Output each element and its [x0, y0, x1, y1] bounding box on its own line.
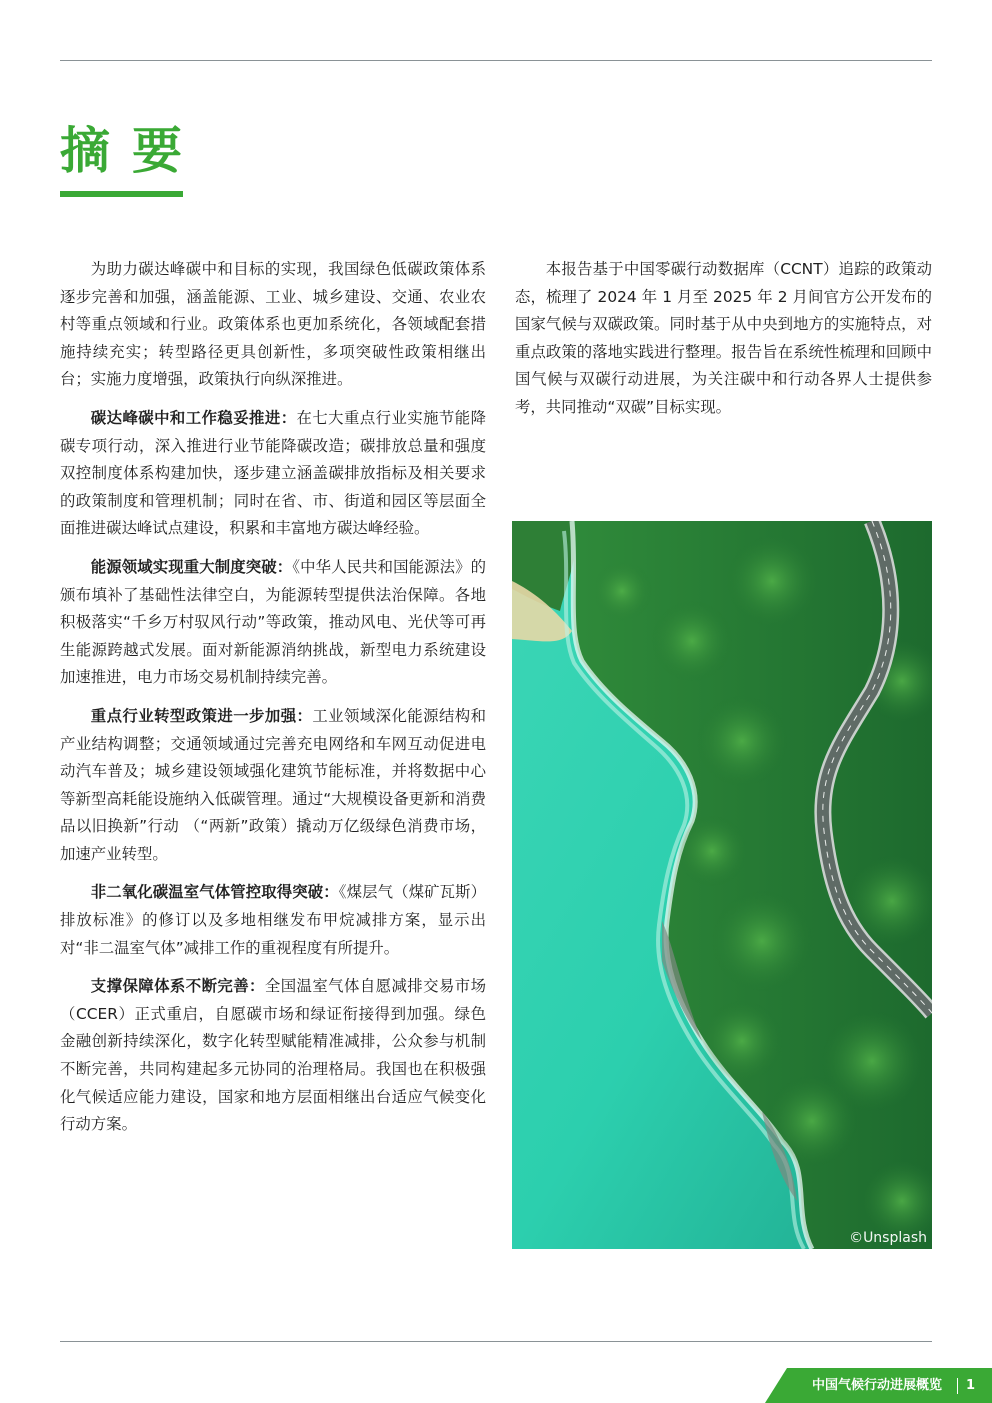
- paragraph: 支撑保障体系不断完善：全国温室气体自愿减排交易市场（CCER）正式重启，自愿碳市场和绿证衔接得到加强。绿色金融创新持续深化，数字化转型赋能精准减排，公众参与机制不断完善，共同构建起多元协同的治理格局。我国也在积极强化气候适应能力建设，国家和地方层面相继出台适应气候变化行动方案。: [60, 977, 486, 1134]
- footer-separator: [957, 1378, 958, 1394]
- coastline-road-photo: [512, 521, 932, 1249]
- right-column: [515, 256, 932, 433]
- paragraph: 重点行业转型政策进一步加强：工业领域深化能源结构和产业结构调整；交通领域通过完善充电网络和车网互动促进电动汽车普及；城乡建设领域强化建筑节能标准，并将数据中心等新型高耗能设施纳入低碳管理。通过“大规模设备更新和消费品以旧换新”行动 （“两新”政策）撬动万亿级绿色消费市场，加速产业转型。: [60, 706, 486, 863]
- paragraph: 能源领域实现重大制度突破：《中华人民共和国能源法》的颁布填补了基础性法律空白，为能源转型提供法治保障。各地积极落实“千乡万村驭风行动”等政策，推动风电、光伏等可再生能源跨越式发展。面对新能源消纳挑战，新型电力系统建设加速推进，电力市场交易机制持续完善。: [60, 557, 486, 687]
- footer-rule: [60, 1341, 932, 1342]
- page-title: 摘要: [60, 122, 204, 180]
- photo-credit: ©Unsplash: [849, 1230, 927, 1246]
- title-underline: [60, 191, 183, 197]
- footer-title: 中国气候行动进展概览: [812, 1378, 943, 1393]
- paragraph: 非二氧化碳温室气体管控取得突破：《煤层气（煤矿瓦斯）排放标准》的修订以及多地相继发布甲烷减排方案，显示出对“非二温室气体”减排工作的重视程度有所提升。: [60, 883, 486, 957]
- paragraph: 本报告基于中国零碳行动数据库（CCNT）追踪的政策动态，梳理了 2024 年 1 月至 2025 年 2 月间官方公开发布的国家气候与双碳政策。同时基于从中央到地方的实施特点，对重点政策的落地实践进行整理。报告旨在系统性梳理和回顾中国气候与双碳行动进展，为关注碳中和行动各界人士提供参考，共同推动“双碳”目标实现。: [515, 260, 932, 416]
- paragraph: 为助力碳达峰碳中和目标的实现，我国绿色低碳政策体系逐步完善和加强，涵盖能源、工业、城乡建设、交通、农业农村等重点领域和行业。政策体系也更加系统化，各领域配套措施持续充实；转型路径更具创新性，多项突破性政策相继出台；实施力度增强，政策执行向纵深推进。: [60, 260, 486, 389]
- page-number: 1: [966, 1378, 976, 1393]
- left-column: [60, 256, 486, 1150]
- header-rule: [60, 60, 932, 61]
- paragraph: 碳达峰碳中和工作稳妥推进：在七大重点行业实施节能降碳专项行动，深入推进行业节能降碳改造；碳排放总量和强度双控制度体系构建加快，逐步建立涵盖碳排放指标及相关要求的政策制度和管理机制；同时在省、市、街道和园区等层面全面推进碳达峰试点建设，积累和丰富地方碳达峰经验。: [60, 408, 486, 538]
